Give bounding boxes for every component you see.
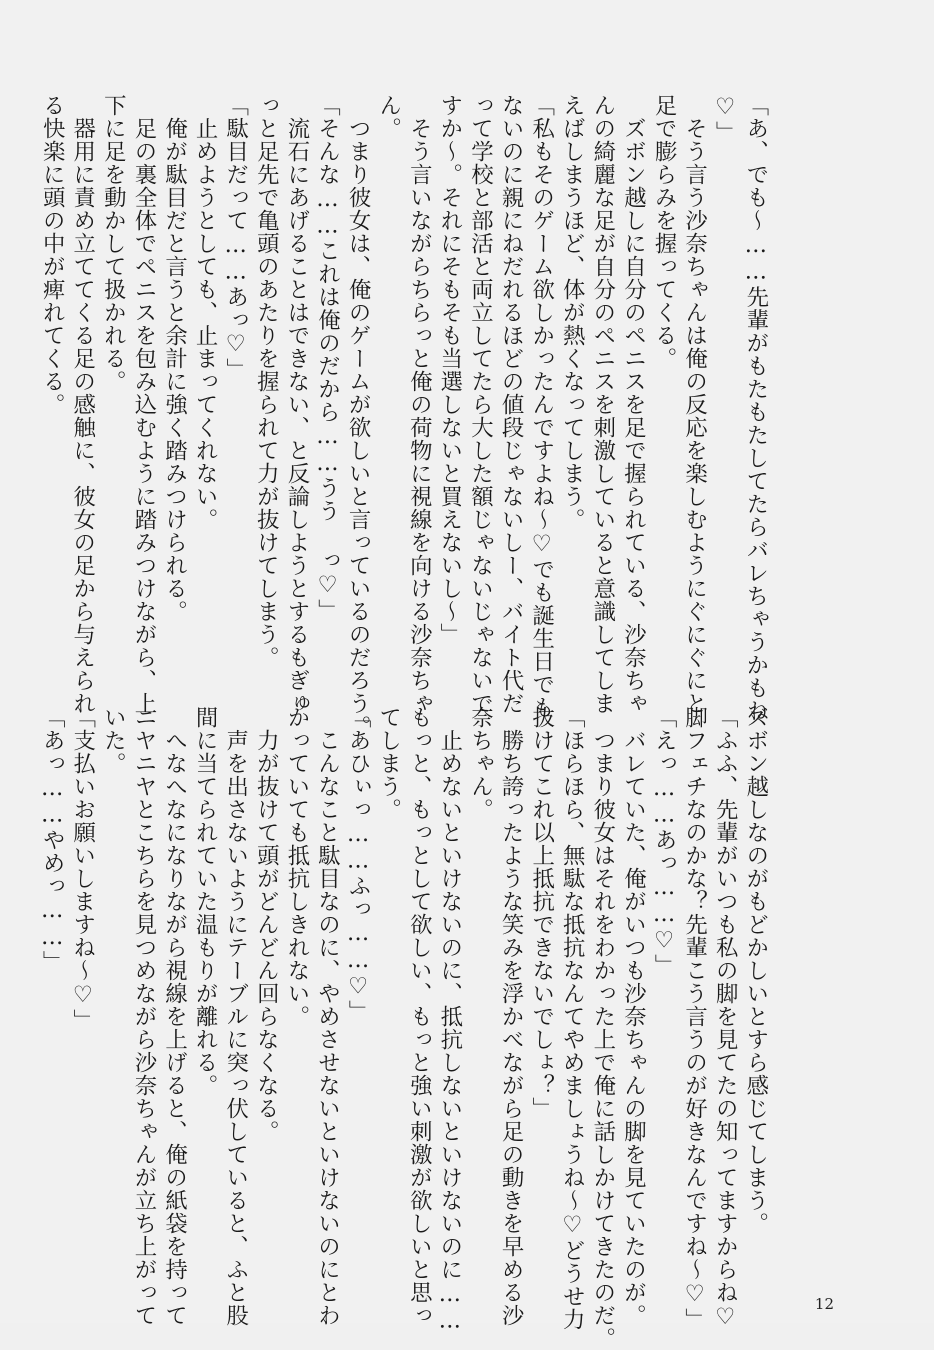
text-line: んの綺麗な足が自分のペニスを刺激していると意識してしま xyxy=(589,94,616,715)
text-line: 声を出さないようにテーブルに突っ伏していると、ふと股 xyxy=(222,706,249,1327)
text-line: へなへなになりながら視線を上げると、俺の紙袋を持って xyxy=(161,706,188,1327)
text-line: てしまう。 xyxy=(375,706,402,821)
text-line: 抜けてこれ以上抵抗できないでしょ？」 xyxy=(528,706,555,1120)
text-line: 「ほらほら、無駄な抵抗なんてやめましょうね〜♡どうせ力 xyxy=(559,706,586,1331)
text-line: ニヤニヤとこちらを見つめながら沙奈ちゃんが立ち上がって xyxy=(130,706,157,1327)
text-line: ズボン越しなのがもどかしいとすら感じてしまう。 xyxy=(742,706,769,1235)
text-line: 奈ちゃん。 xyxy=(467,706,494,821)
text-block-top xyxy=(39,94,832,738)
text-line: えばしまうほど、体が熱くなってしまう。 xyxy=(559,94,586,531)
text-line: ん。 xyxy=(375,94,402,140)
text-line: 「そんな……これは俺のだから……うう っ♡」 xyxy=(314,94,341,622)
page-number: 12 xyxy=(814,1295,834,1313)
text-line: 俺が駄目だと言うと余計に強く踏みつけられる。 xyxy=(161,94,188,623)
text-line: そう言う沙奈ちゃんは俺の反応を楽しむようにぐにぐにと xyxy=(681,94,708,715)
text-line: 「支払いお願いしますね〜♡」 xyxy=(69,706,96,1032)
text-line: もっと、もっとして欲しい、もっと強い刺激が欲しいと思っ xyxy=(406,706,433,1327)
text-line: かっていても抵抗しきれない。 xyxy=(283,706,310,1028)
text-line: 力が抜けて頭がどんどん回らなくなる。 xyxy=(253,706,280,1143)
text-line: 「ふふ、先輩がいつも私の脚を見てたの知ってますからね♡ xyxy=(712,706,739,1331)
text-line: 止めないといけないのに、抵抗しないといけないのに…… xyxy=(436,706,463,1335)
text-line: 「あっ……やめっ……」 xyxy=(39,706,66,974)
text-line: いた。 xyxy=(100,706,127,775)
text-line: 「あ、でも〜……先輩がもたもたしてたらバレちゃうかもね xyxy=(742,94,769,723)
text-line: 「私もそのゲーム欲しかったんですよね〜♡でも誕生日でも xyxy=(528,94,555,719)
text-line: 足の裏全体でペニスを包み込むように踏みつけながら、上 xyxy=(130,94,157,715)
text-line: 足で膨らみを握ってくる。 xyxy=(651,94,678,370)
text-line: 止めようとしても、止まってくれない。 xyxy=(192,94,219,531)
text-line: 間に当てられていた温もりが離れる。 xyxy=(192,706,219,1097)
text-line: 「あひぃっ……ふっ……♡」 xyxy=(345,706,372,1023)
text-line: つまり彼女はそれをわかった上で俺に話しかけてきたのだ。 xyxy=(589,706,616,1350)
text-line: 流石にあげることはできない、と反論しようとするもぎゅ xyxy=(283,94,310,715)
text-line: つまり彼女は、俺のゲームが欲しいと言っているのだろう。 xyxy=(345,94,372,738)
text-line: ♡」 xyxy=(712,94,739,144)
text-line: すか〜。それにそもそも当選しないと買えないし〜」 xyxy=(436,94,463,646)
text-line: こんなこと駄目なのに、やめさせないといけないのにとわ xyxy=(314,706,341,1327)
text-line: 勝ち誇ったような笑みを浮かべながら足の動きを早める沙 xyxy=(498,706,525,1327)
text-line: 「駄目だって……あっ♡」 xyxy=(222,94,249,381)
text-line: バレていた、俺がいつも沙奈ちゃんの脚を見ていたのが。 xyxy=(620,706,647,1327)
text-line: そう言いながらちらっと俺の荷物に視線を向ける沙奈ちゃ xyxy=(406,94,433,715)
text-line: ズボン越しに自分のペニスを足で握られている、沙奈ちゃ xyxy=(620,94,647,715)
text-line: 脚フェチなのかな？先輩こう言うのが好きなんですね〜♡」 xyxy=(681,706,708,1331)
text-line: っと足先で亀頭のあたりを握られて力が抜けてしまう。 xyxy=(253,94,280,669)
text-line: 「えっ……あっ……♡」 xyxy=(651,706,678,977)
text-line: る快楽に頭の中が痺れてくる。 xyxy=(39,94,66,416)
text-line: って学校と部活と両立してたら大した額じゃないじゃないで xyxy=(467,94,494,715)
text-line: 下に足を動かして扱かれる。 xyxy=(100,94,127,393)
text-line: ないのに親にねだれるほどの値段じゃないしー、バイト代だ xyxy=(498,94,525,715)
text-line: 器用に責め立ててくる足の感触に、彼女の足から与えられ xyxy=(69,94,96,715)
